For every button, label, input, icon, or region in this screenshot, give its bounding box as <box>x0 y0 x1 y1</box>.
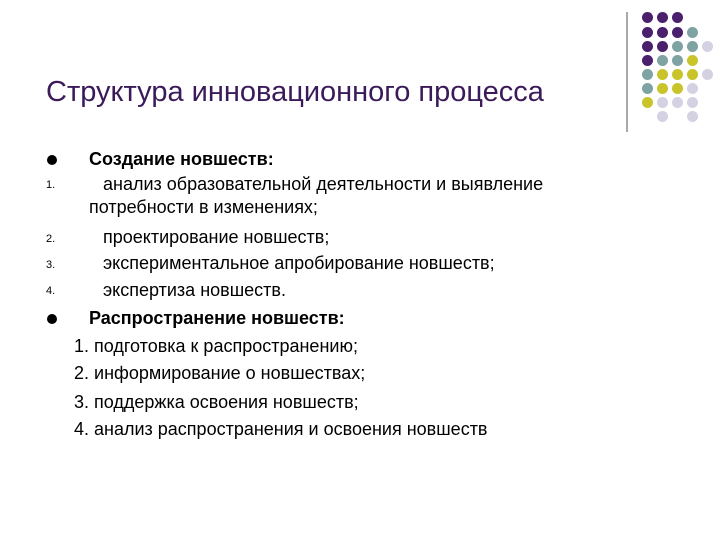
dot <box>672 12 683 23</box>
list-item-text: проектирование новшеств; <box>103 227 330 247</box>
dot <box>687 111 698 122</box>
dot <box>687 97 698 108</box>
dot <box>702 69 713 80</box>
list-item-text: анализ образовательной деятельности и выявление <box>103 174 544 194</box>
dot <box>657 97 668 108</box>
list-item-text: потребности в изменениях; <box>89 197 318 217</box>
bullet-icon <box>47 155 57 165</box>
dot <box>687 83 698 94</box>
dot <box>687 69 698 80</box>
list-item-text: 4. анализ распространения и освоения новшеств <box>74 419 488 439</box>
vertical-divider <box>626 12 628 132</box>
dot <box>672 69 683 80</box>
bullet-icon <box>47 314 57 324</box>
dot <box>657 12 668 23</box>
list-item-text: 3. поддержка освоения новшеств; <box>74 392 359 412</box>
dot <box>657 41 668 52</box>
list-item-text: 2. информирование о новшествах; <box>74 363 366 383</box>
dot <box>702 41 713 52</box>
dot <box>642 27 653 38</box>
section-heading-dissemination: Распространение новшеств: <box>89 308 345 328</box>
dot <box>642 83 653 94</box>
list-item-text: экспертиза новшеств. <box>103 280 286 300</box>
dot <box>642 12 653 23</box>
list-number: 4. <box>46 285 56 297</box>
dot <box>657 83 668 94</box>
list-item-text: 1. подготовка к распространению; <box>74 336 358 356</box>
dot <box>642 69 653 80</box>
dot <box>657 69 668 80</box>
list-number: 3. <box>46 259 56 271</box>
section-heading-creation: Создание новшеств: <box>89 149 274 169</box>
dot <box>657 27 668 38</box>
dot <box>672 55 683 66</box>
dot <box>672 41 683 52</box>
slide-title: Структура инновационного процесса <box>46 76 544 108</box>
dot <box>642 41 653 52</box>
list-number: 2. <box>46 233 56 245</box>
dot <box>657 111 668 122</box>
dot <box>672 27 683 38</box>
dot <box>687 55 698 66</box>
dot <box>672 83 683 94</box>
dot <box>672 97 683 108</box>
dot <box>642 55 653 66</box>
dot <box>657 55 668 66</box>
dot <box>687 41 698 52</box>
dot <box>687 27 698 38</box>
list-item-text: экспериментальное апробирование новшеств; <box>103 253 495 273</box>
list-number: 1. <box>46 179 56 191</box>
dot <box>642 97 653 108</box>
